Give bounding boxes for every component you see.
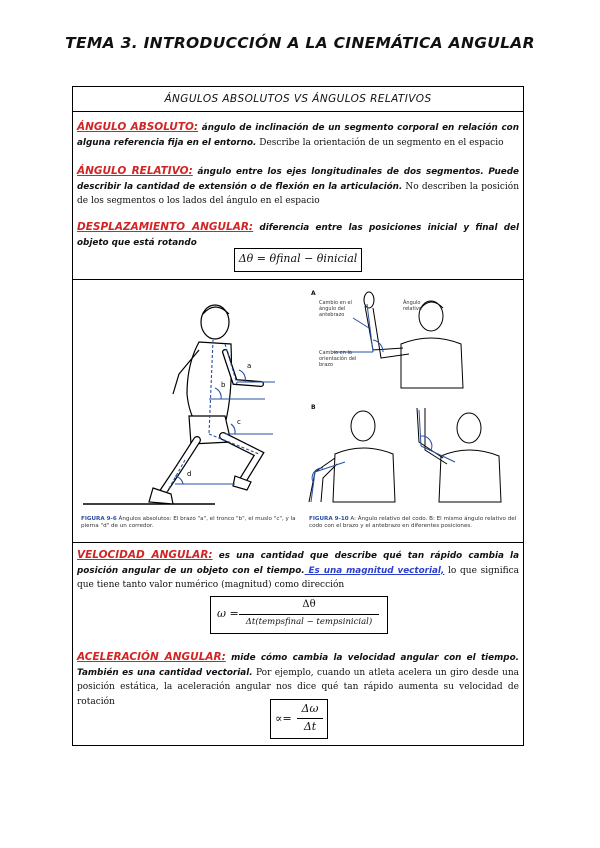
page-title: TEMA 3. INTRODUCCIÓN A LA CINEMÁTICA ANGULAR: [65, 34, 535, 52]
runner-figure: [75, 284, 295, 514]
aceleracion-term: ACELERACIÓN ANGULAR:: [77, 651, 226, 663]
aceleracion-formula-den: Δt: [303, 720, 317, 733]
fraction-bar: [297, 718, 323, 719]
absoluto-definition: ángulo de inclinación de un segmento corporal en relación con alguna referencia fija en el entorno.: [77, 123, 519, 148]
desplazamiento-term: DESPLAZAMIENTO ANGULAR:: [77, 221, 254, 233]
figure-6-caption: [81, 516, 301, 530]
relativo-term: ÁNGULO RELATIVO:: [77, 165, 193, 177]
velocidad-formula-num: Δθ: [302, 599, 316, 610]
figures-area: [73, 280, 523, 542]
velocidad-formula-den: Δt(tempsfinal − tempsinicial): [245, 617, 373, 627]
divider: [73, 542, 523, 543]
velocidad-vector: Es una magnitud vectorial,: [304, 565, 445, 576]
aceleracion-formula-num: Δω: [301, 702, 319, 715]
runner-label-a: a: [247, 362, 252, 370]
aceleracion-formula: [270, 699, 328, 739]
figure-6-label: FIGURA 9-6: [81, 516, 117, 522]
small-label-3: Cambio en la orientación del brazo: [319, 350, 357, 368]
divider: [73, 111, 523, 112]
velocidad-term: VELOCIDAD ANGULAR:: [77, 549, 213, 561]
small-label-2: Ángulo relativo: [403, 300, 422, 312]
figure-b-letter: B: [311, 404, 316, 411]
content-box: [72, 86, 524, 746]
relativo-extra: No describen la posición de los segmentos o los lados del ángulo en el espacio: [77, 181, 520, 206]
desplazamiento-paragraph: [77, 221, 519, 250]
runner-label-b: b: [221, 381, 226, 389]
desplazamiento-definition: diferencia entre las posiciones inicial y final del objeto que está rotando: [77, 223, 520, 248]
relativo-definition: ángulo entre los ejes longitudinales de dos segmentos. Puede describir la cantidad de extensión o de flexión en la articulación.: [77, 167, 519, 192]
velocidad-paragraph: [77, 549, 519, 593]
velocidad-formula: [210, 596, 388, 634]
aceleracion-extra: Por ejemplo, cuando un atleta acelera un giro desde una posición estática, la aceleración angular nos dice qué tan rápido aumenta su velocidad de rotación: [77, 667, 519, 707]
desplazamiento-formula-text: Δθ = θfinal − θinicial: [238, 252, 358, 265]
small-label-1: Cambio en el ángulo del antebrazo: [319, 300, 352, 318]
aceleracion-definition: mide cómo cambia la velocidad angular con el tiempo. También es una cantidad vectorial.: [77, 653, 519, 678]
elbow-figure-b: [305, 402, 515, 512]
figure-10-label: FIGURA 9-10: [309, 516, 349, 522]
figure-10-text: A: Ángulo relativo del codo. B: El mismo ángulo relativo del codo con el brazo y el antebrazo en diferentes posiciones.: [309, 516, 517, 529]
absoluto-term: ÁNGULO ABSOLUTO:: [77, 121, 199, 133]
runner-label-d: d: [187, 470, 192, 478]
velocidad-extra: lo que significa que tiene tanto valor numérico (magnitud) como dirección: [77, 565, 519, 590]
velocidad-definition: es una cantidad que describe qué tan rápido cambia la posición angular de un objeto con el tiempo.: [77, 551, 520, 576]
absoluto-extra: Describe la orientación de un segmento en el espacio: [256, 137, 504, 148]
relativo-paragraph: [77, 165, 519, 209]
figure-10-caption: [309, 516, 521, 530]
runner-label-c: c: [237, 418, 241, 426]
figure-6-text: Ángulos absolutos: El brazo "a", el tronco "b", el muslo "c", y la pierna "d" de un corredor.: [81, 516, 296, 529]
section-subtitle: ÁNGULOS ABSOLUTOS VS ÁNGULOS RELATIVOS: [164, 93, 432, 105]
desplazamiento-formula: [234, 248, 362, 272]
absoluto-paragraph: [77, 121, 519, 150]
fraction-bar: [239, 614, 379, 615]
figure-a-letter: A: [311, 290, 316, 297]
aceleracion-formula-lhs: ∝=: [275, 712, 292, 725]
velocidad-formula-lhs: ω =: [217, 607, 239, 620]
